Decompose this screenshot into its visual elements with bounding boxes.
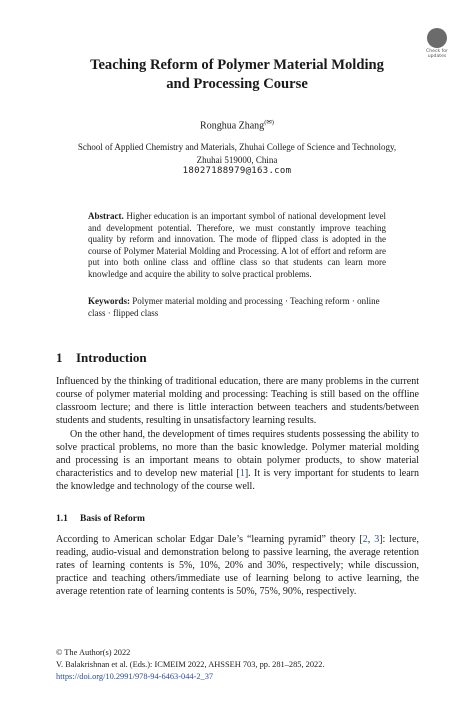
paragraph-2-text-end: ]. It is very important for students to learn the knowledge and technology of the course well.: [56, 468, 420, 492]
paragraph-3-text-end: ]: lecture, reading, audio-visual and demonstration belong to passive learning, the average retention rates of learning contents is 5%, 10%, 20% and 30%, respectively; while discussion, practice and teaching others/immediate use of learning belong to active learning, the average retention rate of learning contents is 50%, 75%, 90%, respectively.: [56, 534, 419, 597]
copyright: © The Author(s) 2022: [56, 648, 131, 657]
footer: [56, 647, 325, 683]
abstract-label: Abstract.: [88, 211, 124, 221]
section-number: 1: [56, 350, 63, 365]
citation-separator: ,: [367, 534, 375, 545]
paragraph-3: [56, 533, 419, 598]
check-for-updates-icon: [427, 28, 447, 48]
keywords: [88, 296, 386, 319]
paragraph-2-text: On the other hand, the development of times requires students possessing the ability to solve practical problems, no more than the basic knowledge. Polymer material molding and processing is an important means to obtain polymer products, to show material characteristics and to develop new material [: [56, 429, 419, 479]
citation-link[interactable]: 1: [239, 468, 245, 479]
abstract-text: Higher education is an important symbol of national development level and development potential. Therefore, we must constantly improve teaching quality by reform and innovation. The mode of flipped class is adopted in the course of Polymer Material Molding and Processing. A lot of effort and reform are put into both online class and offline class so that students can learn more knowledge and acquire the ability to solve practical problems.: [88, 211, 386, 279]
paper-title: [0, 56, 474, 94]
paragraph-2: [56, 428, 419, 493]
keywords-label: Keywords:: [88, 296, 130, 306]
badge-label: Check for updates: [426, 49, 448, 59]
title-line-2: and Processing Course: [166, 76, 308, 92]
subsection-title: Basis of Reform: [80, 514, 145, 524]
abstract: [88, 211, 386, 280]
citation-link[interactable]: 3: [374, 534, 380, 545]
section-title: Introduction: [76, 350, 147, 365]
paragraph-3-text: According to American scholar Edgar Dale’s “learning pyramid” theory [: [56, 534, 363, 545]
title-line-1: Teaching Reform of Polymer Material Molding: [90, 57, 384, 73]
citation-link[interactable]: 2: [362, 534, 368, 545]
keywords-text: Polymer material molding and processing · Teaching reform · online class · flipped class: [88, 296, 380, 318]
subsection-number: 1.1: [56, 514, 68, 524]
subsection-heading: [56, 514, 145, 524]
proceedings-info: V. Balakrishnan et al. (Eds.): ICMEIM 2022, AHSSEH 703, pp. 281–285, 2022.: [56, 660, 325, 669]
author-email[interactable]: 18027188979@163.com: [182, 166, 292, 176]
affiliation-line-1: School of Applied Chemistry and Materials, Zhuhai College of Science and Technology,: [77, 142, 397, 152]
doi-link[interactable]: https://doi.org/10.2991/978-94-6463-044-2_37: [56, 672, 214, 681]
corresponding-mark[interactable]: (✉): [264, 119, 274, 126]
paragraph-1: Influenced by the thinking of traditional education, there are many problems in the current course of polymer material molding and processing: Teaching is still based on the offline classroom lecture; and there is little interaction between teachers and students/between students and students, resulting in unsatisfactory learning results.: [56, 376, 419, 426]
affiliation: [40, 141, 434, 166]
section-heading: [56, 350, 147, 366]
author-name: Ronghua Zhang: [200, 120, 265, 132]
affiliation-line-2: Zhuhai 519000, China: [196, 154, 278, 165]
author: [0, 118, 474, 131]
